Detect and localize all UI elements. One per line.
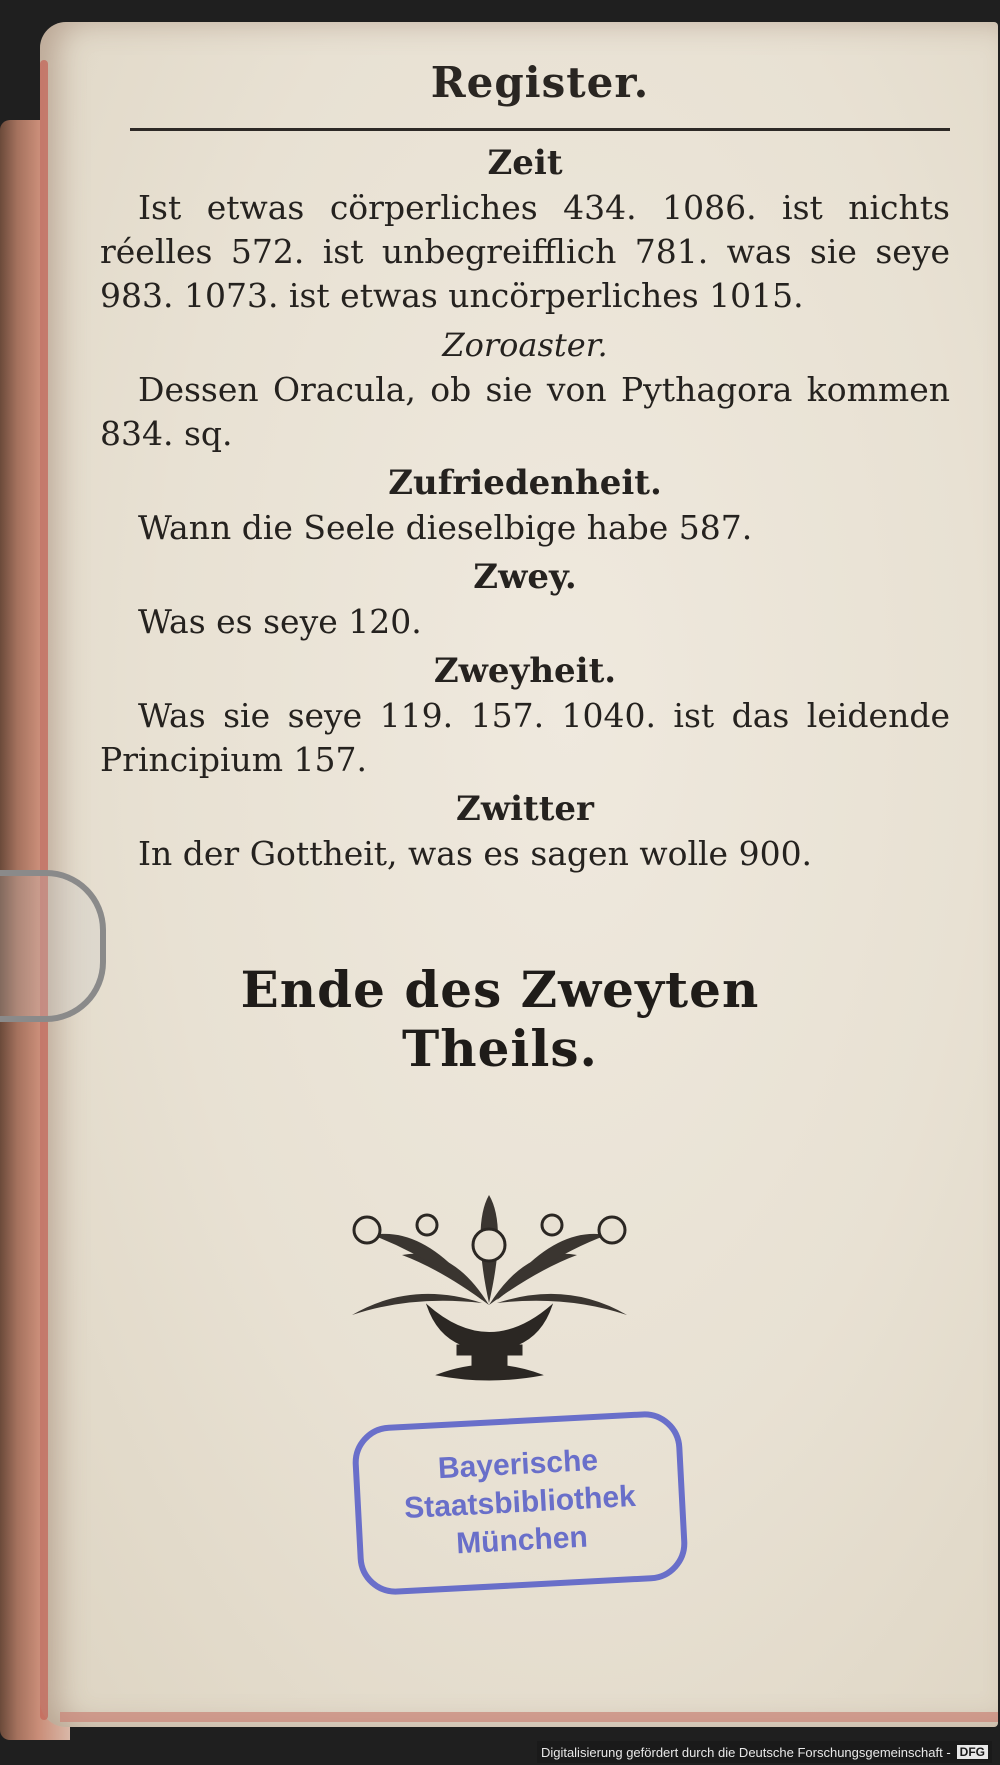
entry-headword: Zufriedenheit.: [388, 463, 662, 503]
entry-text: Was sie seye 119. 157. 1040. ist das leidende Principium 157.: [100, 696, 950, 779]
register-entry: [100, 460, 950, 550]
entry-text: Wann die Seele dieselbige habe 587.: [138, 508, 753, 547]
entry-text: Ist etwas cörperliches 434. 1086. ist nichts réelles 572. ist unbegreifflich 781. was sie seye 983. 1073. ist etwas uncörperliches 1015.: [100, 188, 950, 315]
running-head: Register.: [430, 58, 650, 107]
entry-headword: Zoroaster.: [442, 326, 608, 364]
stamp-line: München: [455, 1520, 589, 1561]
register-entry: [100, 140, 950, 318]
register-entry: [100, 648, 950, 782]
entry-text: In der Gottheit, was es sagen wolle 900.: [138, 834, 813, 873]
entry-headword: Zwey.: [473, 557, 577, 597]
register-entry: [100, 786, 950, 876]
entry-headword: Zwitter: [456, 789, 594, 829]
stamp-line: Staatsbibliothek: [403, 1479, 637, 1526]
bottom-page-edge: [60, 1712, 998, 1722]
flower-vase-ornament: [332, 1185, 647, 1385]
entry-headword: Zeit: [487, 143, 563, 183]
library-stamp: [351, 1409, 689, 1596]
header-rule: [130, 128, 950, 131]
digitization-credit: [537, 1741, 992, 1763]
page-clip: [0, 870, 106, 1022]
register-entries: [100, 140, 950, 880]
entry-text: Dessen Oracula, ob sie von Pythagora kommen 834. sq.: [100, 370, 950, 453]
entry-text: Was es seye 120.: [138, 602, 422, 641]
register-entry: [100, 554, 950, 644]
entry-headword: Zweyheit.: [433, 651, 617, 691]
credit-text: Digitalisierung gefördert durch die Deutsche Forschungsgemeinschaft -: [540, 1744, 951, 1760]
register-entry: [100, 322, 950, 456]
dfg-logo: DFG: [957, 1745, 988, 1759]
stamp-line: Bayerische: [437, 1443, 599, 1486]
end-of-part-title: Ende des Zweyten Theils.: [240, 960, 760, 1078]
